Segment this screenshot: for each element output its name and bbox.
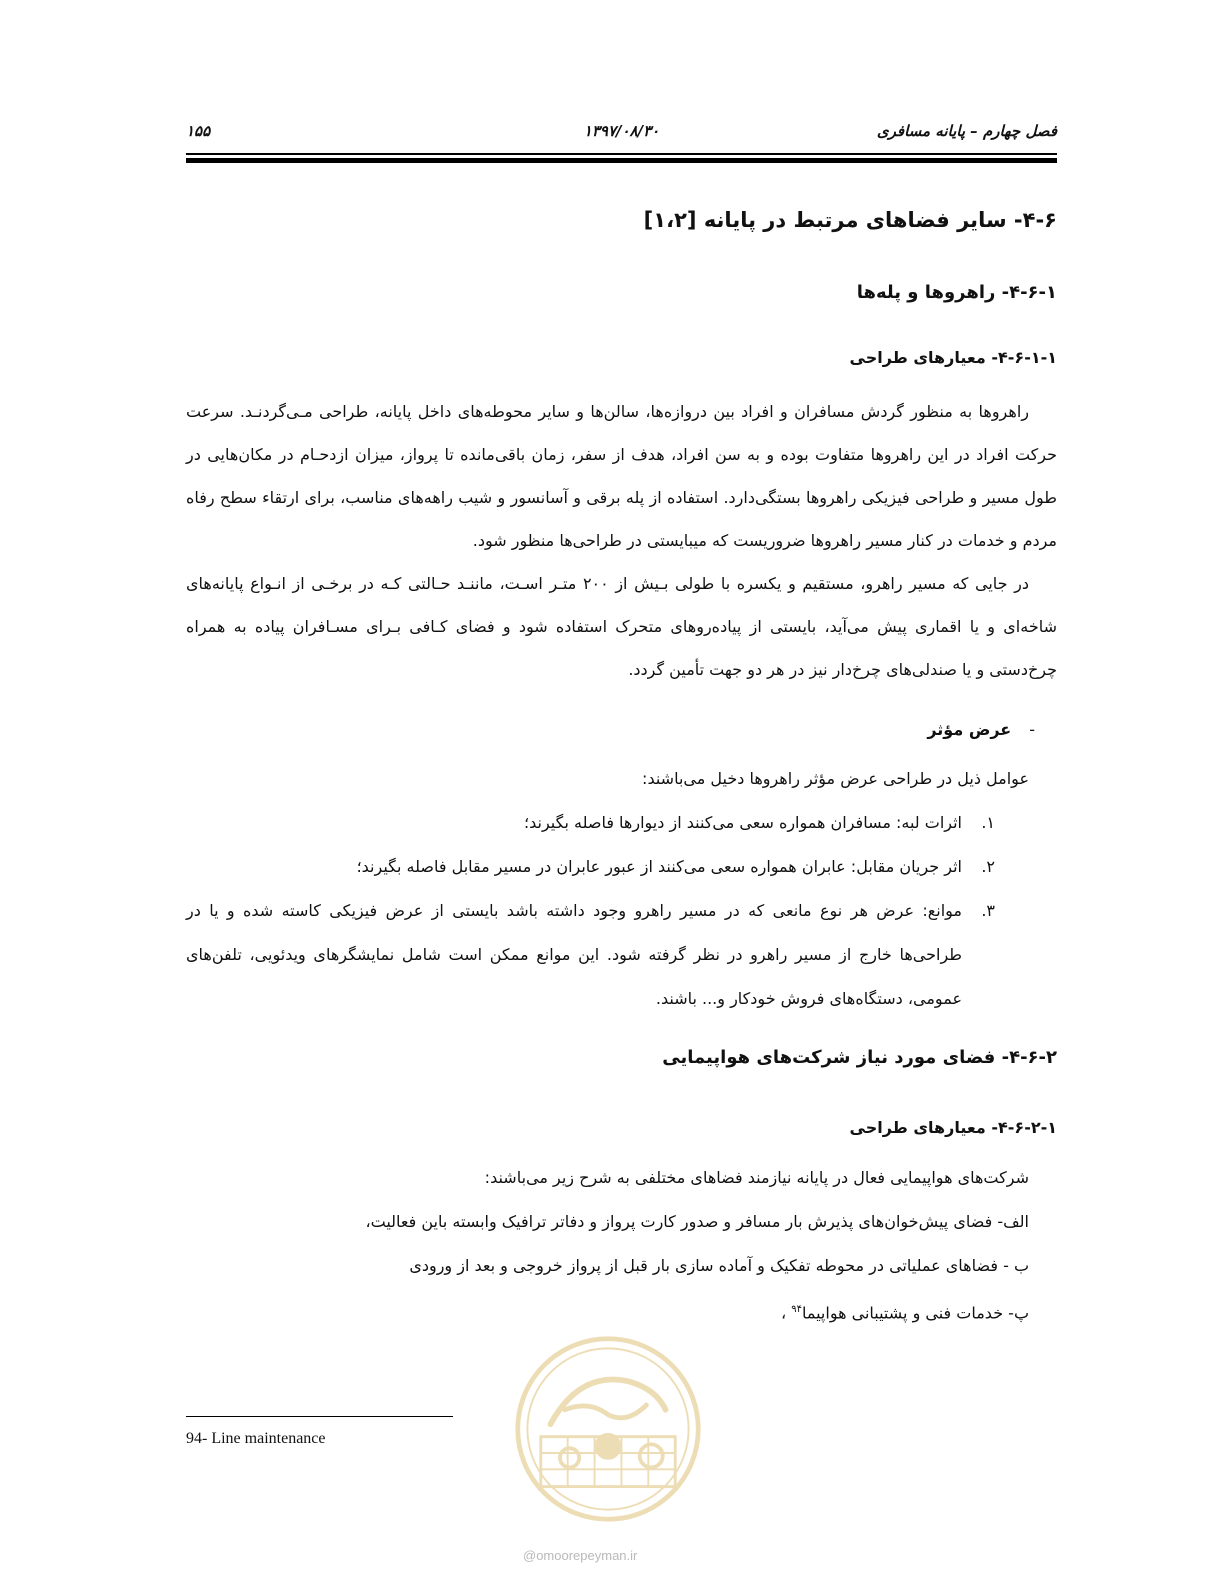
footnote: 94- Line maintenance bbox=[186, 1430, 326, 1447]
list-item-text: موانع: عرض هر نوع مانعی که در مسیر راهرو وجود داشته باشد بایستی از عرض فیزیکی کاسته شده و یا در طراحی‌ها خارج از مسیر راهرو در نظر گرفته شود. این موانع ممکن است شامل نمایشگرهای ویدئویی، تلفن‌های عمومی، دستگاه‌های فروش خودکار و... باشند. bbox=[186, 901, 962, 1008]
corridors-paragraphs bbox=[186, 390, 1057, 691]
list-item-p-end: ، bbox=[780, 1303, 792, 1323]
list-item-text: اثر جریان مقابل: عابران همواره سعی می‌کنند از عبور عابران در مسیر مقابل فاصله بگیرند؛ bbox=[356, 857, 962, 876]
footnote-ref: ۹۴ bbox=[791, 1304, 802, 1315]
effective-width-intro: عوامل ذیل در طراحی عرض مؤثر راهروها دخیل می‌باشند: bbox=[642, 769, 1029, 788]
list-item-p-text: پ- خدمات فنی و پشتیبانی هواپیما bbox=[801, 1303, 1029, 1323]
list-item bbox=[186, 889, 1057, 1021]
criteria-heading-corridors: ۴-۶-۱-۱- معیارهای طراحی bbox=[849, 348, 1057, 367]
effective-width-title: عرض مؤثر bbox=[927, 720, 1012, 739]
list-item bbox=[186, 845, 1057, 889]
dash-bullet: - bbox=[1029, 720, 1035, 739]
list-number: ۱. bbox=[981, 813, 995, 832]
list-item-text: اثرات لبه: مسافران همواره سعی می‌کنند از دیوارها فاصله بگیرند؛ bbox=[524, 813, 962, 832]
list-item-p bbox=[186, 1288, 1029, 1335]
page-header bbox=[186, 122, 1057, 148]
list-number: ۳. bbox=[981, 901, 995, 920]
paragraph: در جایی که مسیر راهرو، مستقیم و یکسره با طولی بـیش از ۲۰۰ متـر اسـت، ماننـد حـالتی کـه در برخـی از انـواع پایانه‌های شاخه‌ای و یا اقماری پیش می‌آید، بایستی از پیاده‌روهای متحرک استفاده شود و فضای کـافی بـرای مسـافران پیاده به همراه چرخ‌دستی و یا صندلی‌های چرخ‌دار نیز در هر دو جهت تأمین گردد. bbox=[186, 574, 1057, 679]
airline-spaces-intro: شرکت‌های هواپیمایی فعال در پایانه نیازمند فضاهای مختلفی به شرح زیر می‌باشند: bbox=[484, 1168, 1029, 1187]
paragraph: راهروها به منظور گردش مسافران و افراد بین دروازه‌ها، سالن‌ها و سایر محوطه‌های داخل پایانه، طراحی مـی‌گردنـد. سرعت حرکت افراد در این راهروها متفاوت بوده و به سن افراد، هدف از سفر، زمان باقی‌مانده تا پرواز، میزان ازدحـام در مکان‌هایی در طول مسیر و طراحی فیزیکی راهروها بستگی‌دارد. استفاده از پله برقی و آسانسور و شیب راهه‌های مناسب، برای ارتقاء سطح رفاه مردم و خدمات در کنار مسیر راهروها ضروریست که میبایستی در طراحی‌ها منظور شود. bbox=[186, 402, 1057, 550]
header-rule-thick bbox=[186, 158, 1057, 163]
list-number: ۲. bbox=[981, 857, 995, 876]
criteria-heading-airlines: ۴-۶-۲-۱- معیارهای طراحی bbox=[849, 1118, 1057, 1137]
chapter-title: فصل چهارم – پایانه مسافری bbox=[876, 122, 1057, 140]
airline-spaces-list bbox=[186, 1156, 1029, 1335]
list-item-b: ب - فضاهای عملیاتی در محوطه تفکیک و آماده سازی بار قبل از پرواز خروجی و بعد از ورودی bbox=[409, 1256, 1029, 1275]
seal-watermark-icon bbox=[512, 1333, 704, 1525]
subsection-heading-corridors: ۴-۶-۱- راهروها و پله‌ها bbox=[856, 282, 1057, 303]
effective-width-list bbox=[186, 801, 1057, 1021]
header-date: ۱۳۹۷/۰۸/۳۰ bbox=[583, 122, 660, 140]
subsection-heading-airlines: ۴-۶-۲- فضای مورد نیاز شرکت‌های هواپیمایی bbox=[662, 1047, 1057, 1068]
footnote-rule bbox=[186, 1416, 453, 1417]
list-item-a: الف- فضای پیش‌خوان‌های پذیرش بار مسافر و صدور کارت پرواز و دفاتر ترافیک وابسته باین فعالیت، bbox=[365, 1212, 1029, 1231]
effective-width-heading bbox=[927, 720, 1035, 739]
section-heading: ۴-۶- سایر فضاهای مرتبط در پایانه [۱،۲] bbox=[643, 208, 1057, 232]
header-rule-thin bbox=[186, 153, 1057, 155]
watermark-url: @omoorepeyman.ir bbox=[523, 1548, 638, 1563]
list-item bbox=[186, 801, 1057, 845]
page-number: ۱۵۵ bbox=[186, 122, 211, 140]
